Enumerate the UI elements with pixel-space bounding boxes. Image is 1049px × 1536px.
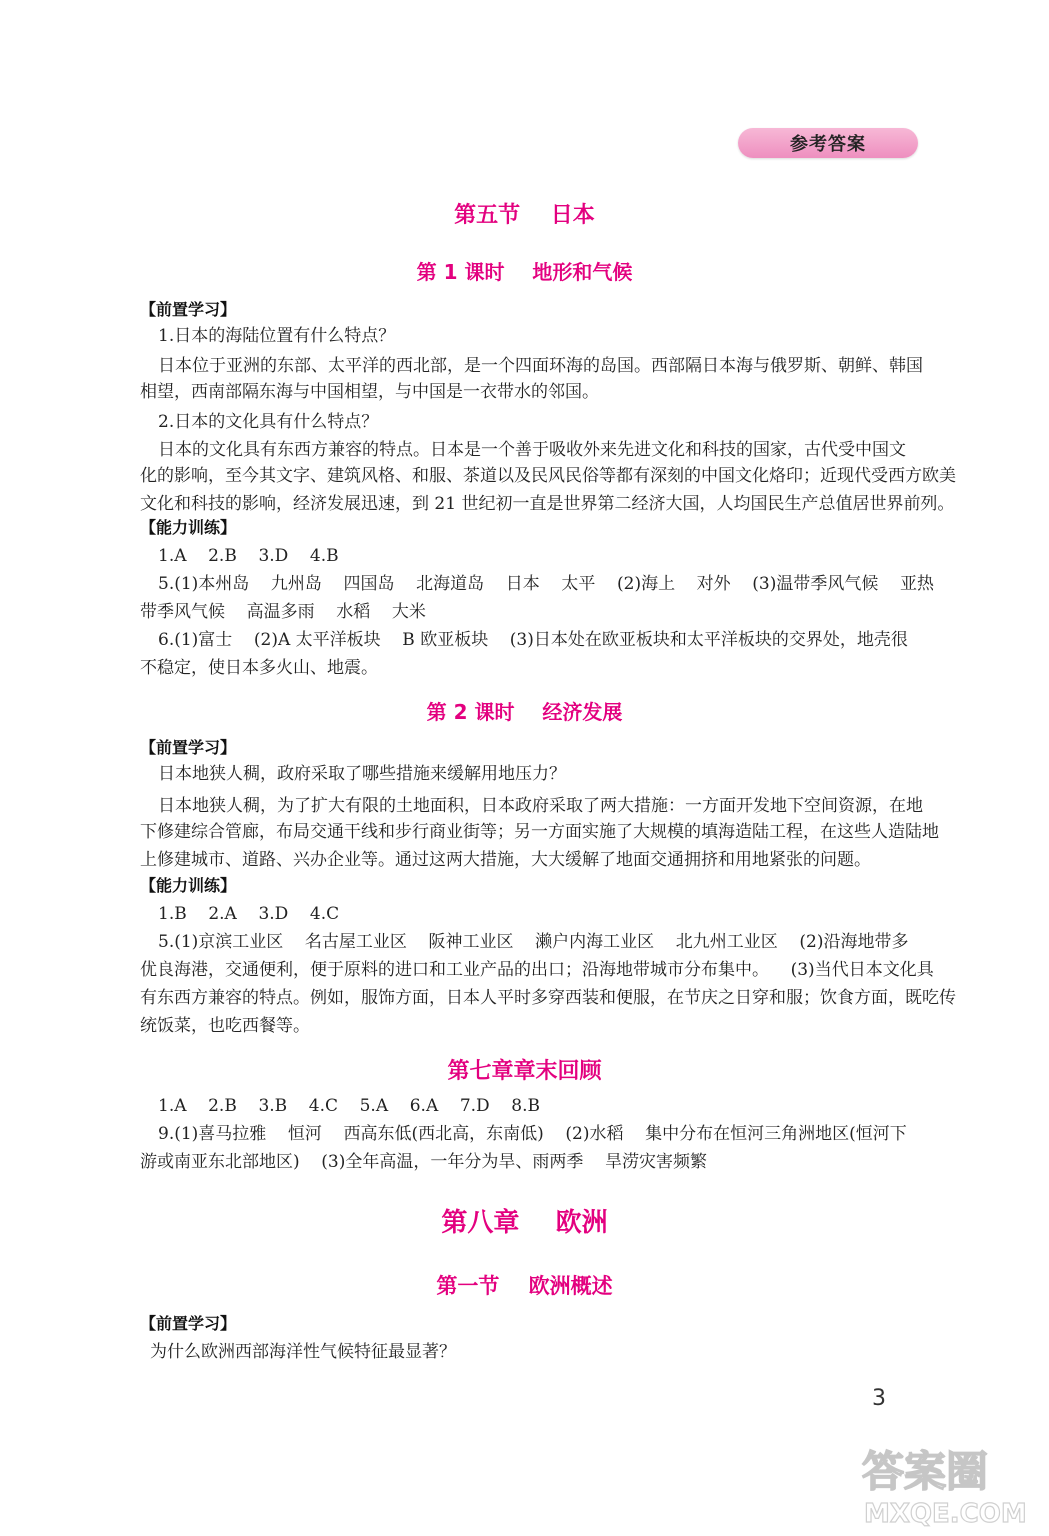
answer-text: 化的影响，至今其文字、建筑风格、和服、茶道以及民风民俗等都有深刻的中国文化烙印；近现代受西方欧美 [140,466,956,486]
chapter8-title: 第八章 欧洲 [441,1208,608,1238]
pre-study-label: 【前置学习】 [140,300,237,319]
answer-text: 相望，西南部隔东海与中国相望，与中国是一衣带水的邻国。 [140,382,599,402]
answer-line: 1.B 2.A 3.D 4.C [158,904,340,924]
pre-study-label: 【前置学习】 [140,1314,237,1333]
training-label: 【能力训练】 [140,876,237,895]
pre-study-label: 【前置学习】 [140,738,237,757]
answer-line: 不稳定，使日本多火山、地震。 [140,658,378,678]
answer-text: 上修建城市、道路、兴办企业等。通过这两大措施，大大缓解了地面交通拥挤和用地紧张的问题。 [140,850,871,870]
answer-line: 9.(1)喜马拉雅 恒河 西高东低(西北高，东南低) (2)水稻 集中分布在恒河三角洲地区(恒河下 [158,1124,907,1144]
question-text: 日本地狭人稠，政府采取了哪些措施来缓解用地压力？ [158,764,566,784]
lesson1-title: 第 1 课时 地形和气候 [416,260,633,284]
answer-line: 游或南亚东北部地区) (3)全年高温，一年分为旱、雨两季 旱涝灾害频繁 [140,1152,707,1172]
answer-text: 下修建综合管廊，布局交通干线和步行商业街等；另一方面实施了大规模的填海造陆工程，在这些人造陆地 [140,822,939,842]
answer-line: 1.A 2.B 3.D 4.B [158,546,339,566]
answer-line: 统饭菜，也吃西餐等。 [140,1016,310,1036]
answer-line: 6.(1)富士 (2)A 太平洋板块 B 欧亚板块 (3)日本处在欧亚板块和太平洋板块的交界处，地壳很 [158,630,908,650]
watermark-logo [858,1438,1040,1528]
answer-line: 1.A 2.B 3.B 4.C 5.A 6.A 7.D 8.B [158,1096,541,1116]
question-text: 1.日本的海陆位置有什么特点？ [158,326,396,346]
answer-text: 日本位于亚洲的东部、太平洋的西北部，是一个四面环海的岛国。西部隔日本海与俄罗斯、朝鲜、韩国 [158,356,923,376]
training-label: 【能力训练】 [140,518,237,537]
question-text: 2.日本的文化具有什么特点？ [158,412,379,432]
answer-text: 文化和科技的影响，经济发展迅速，到 21 世纪初一直是世界第二经济大国，人均国民生产总值居世界前列。 [140,494,955,514]
answer-line: 5.(1)京滨工业区 名古屋工业区 阪神工业区 濑户内海工业区 北九州工业区 (2)沿海地带多 [158,932,909,952]
watermark-url: MXQE.COM [864,1499,1027,1528]
section-title-japan: 第五节 日本 [454,203,595,228]
lesson2-title: 第 2 课时 经济发展 [426,700,623,724]
answer-text: 日本的文化具有东西方兼容的特点。日本是一个善于吸收外来先进文化和科技的国家，古代受中国文 [158,440,906,460]
answer-line: 带季风气候 高温多雨 水稻 大米 [140,602,426,622]
answer-line: 优良海港，交通便利，便于原料的进口和工业产品的出口；沿海地带城市分布集中。 (3)当代日本文化具 [140,960,934,980]
answer-line: 有东西方兼容的特点。例如，服饰方面，日本人平时多穿西装和便服，在节庆之日穿和服；饮食方面，既吃传 [140,988,956,1008]
section1-title: 第一节 欧洲概述 [436,1274,613,1298]
question-text: 为什么欧洲西部海洋性气候特征最显著？ [150,1342,456,1362]
watermark-text: 答案圈 [862,1447,989,1496]
answer-text: 日本地狭人稠，为了扩大有限的土地面积，日本政府采取了两大措施：一方面开发地下空间资源，在地 [158,796,923,816]
page-number: 3 [872,1386,886,1411]
answer-line: 5.(1)本州岛 九州岛 四国岛 北海道岛 日本 太平 (2)海上 对外 (3)温带季风气候 亚热 [158,574,934,594]
reference-answers-tab: 参考答案 [738,128,918,158]
chapter7-review-title: 第七章章末回顾 [447,1059,602,1084]
